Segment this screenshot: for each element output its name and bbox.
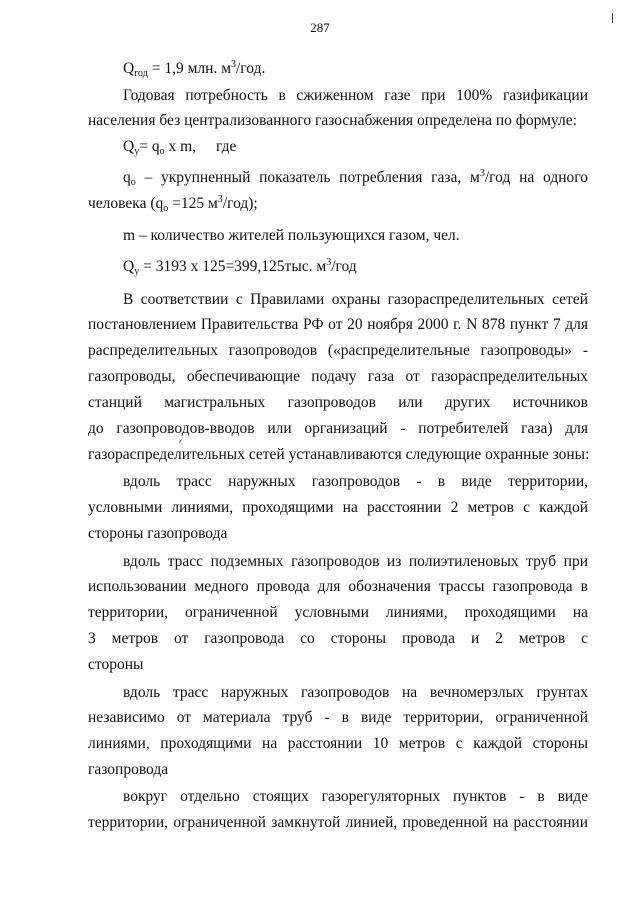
paragraph-line: станций магистральных газопроводов или других источников — [88, 394, 588, 411]
paragraph-line: независимо от материала труб - в виде территории, ограниченной — [88, 709, 588, 726]
paragraph-line: территории, ограниченной условными линиями, проходящими на — [88, 604, 588, 621]
paragraph-line: линиями, проходящими на расстоянии 10 метров с каждой стороны — [88, 735, 588, 752]
paragraph-line: вдоль трасс наружных газопроводов - в виде территории, — [123, 473, 588, 490]
variable-definition: $q_о$ – укрупненный показатель потребления газа, $м^3$/год на одного — [123, 169, 588, 187]
paragraph-line: газораспределительных сетей устанавливаются следующие охранные зоны: — [88, 446, 590, 463]
paragraph-line: постановлением Правительства РФ от 20 ноября 2000 г. N 878 пункт 7 для — [88, 316, 588, 333]
paragraph-line: газопроводы, обеспечивающие подачу газа от газораспределительных — [88, 368, 588, 385]
variable-definition: человека ($q_о =125$ $м^3/год$); — [88, 194, 258, 214]
formula-definition: $Q_у= q_о$ x m, где — [123, 138, 237, 157]
paragraph-line: В соответствии с Правилами охраны газораспределительных сетей — [123, 291, 588, 308]
paragraph-line: вдоль трасс подземных газопроводов из полиэтиленовых труб при — [123, 553, 588, 570]
paragraph-line: условными линиями, проходящими на расстоянии 2 метров с каждой — [88, 499, 588, 516]
paragraph-line: вокруг отдельно стоящих газорегуляторных пунктов - в виде — [123, 788, 588, 805]
paragraph-line: 3 метров от газопровода со стороны провода и 2 метров с — [88, 630, 588, 647]
variable-definition: m – количество жителей пользующихся газом, чел. — [123, 227, 460, 244]
paragraph-line: территории, ограниченной замкнутой линией, проведенной на расстоянии — [88, 814, 588, 831]
formula-calculation: $Q_у = 3193$ x 125=399,125тыс. $м^3$/год — [123, 257, 357, 277]
paragraph-line: использовании медного провода для обозначения трассы газопровода в — [88, 578, 588, 595]
paragraph-line: вдоль трасс наружных газопроводов на вечномерзлых грунтах — [123, 684, 588, 701]
scan-mark — [179, 439, 182, 443]
page-number: 287 — [310, 20, 330, 35]
paragraph-line: распределительных газопроводов («распределительные газопроводы» - — [88, 342, 588, 359]
text-line: Годовая потребность в сжиженном газе при 100% газификации — [123, 87, 588, 104]
text-line: населения без централизованного газоснабжения определена по формуле: — [88, 112, 577, 129]
formula-annual-consumption: $Q_{год} = 1,9$ млн. $м^3$/год. — [123, 59, 266, 79]
paragraph-line: стороны — [88, 656, 144, 673]
paragraph-line: газопровода — [88, 761, 169, 778]
paragraph-line: стороны газопровода — [88, 525, 228, 542]
paragraph-line: до газопроводов-вводов или организаций - потребителей газа) для — [88, 420, 588, 437]
